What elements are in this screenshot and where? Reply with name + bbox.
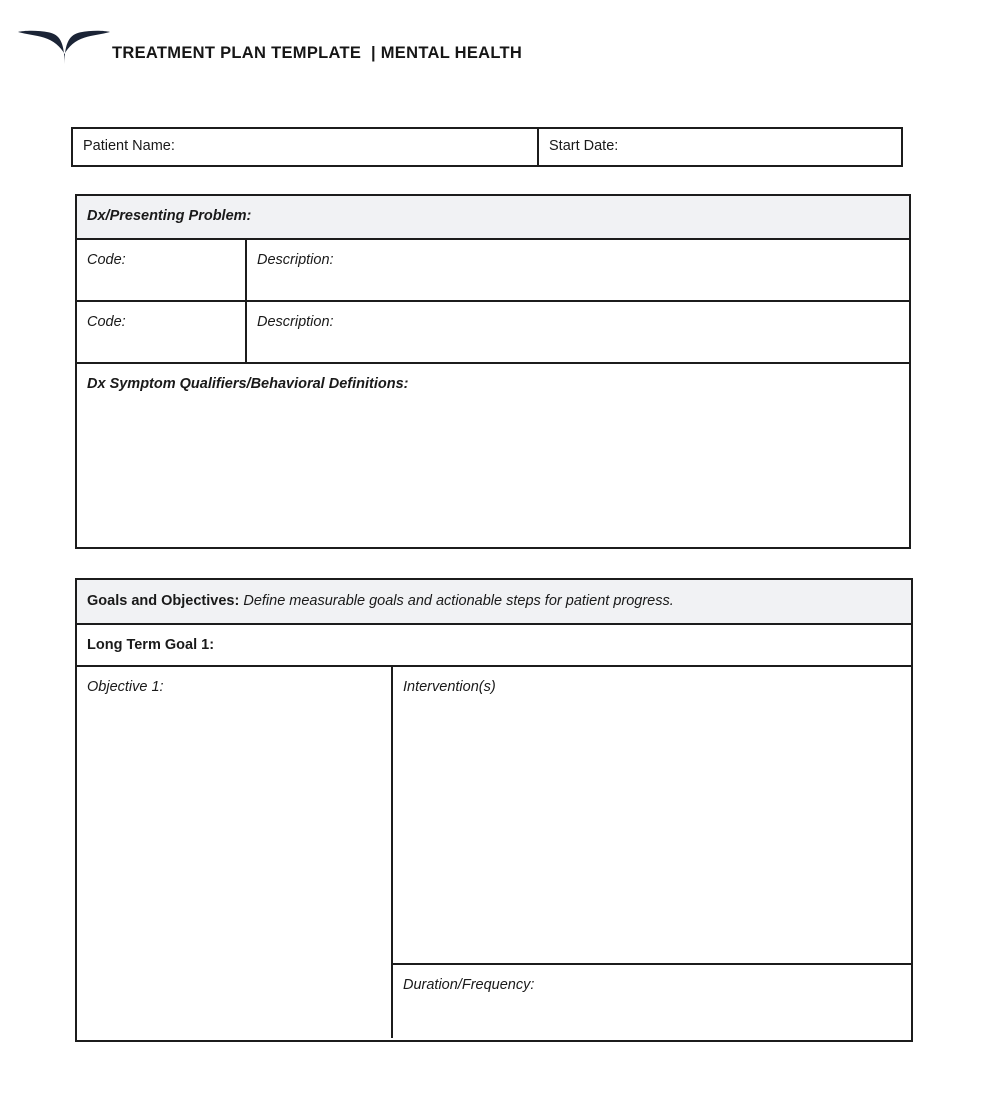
- long-term-goal-row: [77, 623, 911, 665]
- dx-description-cell-1[interactable]: [245, 240, 909, 300]
- start-date-label: Start Date:: [549, 138, 619, 154]
- duration-frequency-cell[interactable]: [393, 963, 911, 1038]
- wing-logo: [18, 30, 110, 64]
- goals-section-title-bold: Goals and Objectives:: [87, 593, 240, 609]
- dx-section-title: Dx/Presenting Problem:: [87, 208, 252, 224]
- page-title: TREATMENT PLAN TEMPLATE | MENTAL HEALTH: [112, 44, 523, 62]
- table-row: [77, 362, 909, 539]
- patient-name-label: Patient Name:: [83, 138, 175, 154]
- dx-code-cell-1[interactable]: [77, 240, 245, 300]
- intervention-label: Intervention(s): [403, 679, 496, 695]
- dx-description-label-2: Description:: [257, 314, 334, 330]
- long-term-goal-label: Long Term Goal 1:: [87, 637, 215, 653]
- table-row: [73, 129, 901, 165]
- start-date-cell[interactable]: [537, 129, 901, 165]
- goals-header-row: [77, 580, 911, 623]
- patient-name-cell[interactable]: [73, 129, 537, 165]
- dx-code-label-2: Code:: [87, 314, 126, 330]
- dx-code-label-1: Code:: [87, 252, 126, 268]
- dx-code-cell-2[interactable]: [77, 302, 245, 362]
- patient-info-table: [71, 127, 903, 167]
- long-term-goal-cell[interactable]: [77, 625, 911, 665]
- intervention-cell[interactable]: [393, 667, 911, 963]
- dx-symptom-qualifiers-label: Dx Symptom Qualifiers/Behavioral Definitions:: [87, 376, 409, 392]
- objective-cell[interactable]: [77, 667, 391, 1038]
- objective-label: Objective 1:: [87, 679, 164, 695]
- dx-header-row: [77, 196, 909, 238]
- dx-description-cell-2[interactable]: [245, 302, 909, 362]
- goals-section-title-description: Define measurable goals and actionable steps for patient progress.: [239, 593, 674, 609]
- intervention-column: [391, 667, 911, 1038]
- goals-header-cell: [77, 580, 911, 623]
- dx-symptom-qualifiers-cell[interactable]: [77, 364, 909, 539]
- goals-section-title: [87, 593, 674, 609]
- table-row: [77, 238, 909, 300]
- dx-header-cell: [77, 196, 909, 238]
- document-header: [0, 0, 990, 100]
- table-row: [77, 300, 909, 362]
- duration-frequency-label: Duration/Frequency:: [403, 977, 535, 993]
- dx-description-label-1: Description:: [257, 252, 334, 268]
- goals-objectives-table: [75, 578, 913, 1042]
- dx-presenting-problem-table: [75, 194, 911, 549]
- objective-row: [77, 665, 911, 1038]
